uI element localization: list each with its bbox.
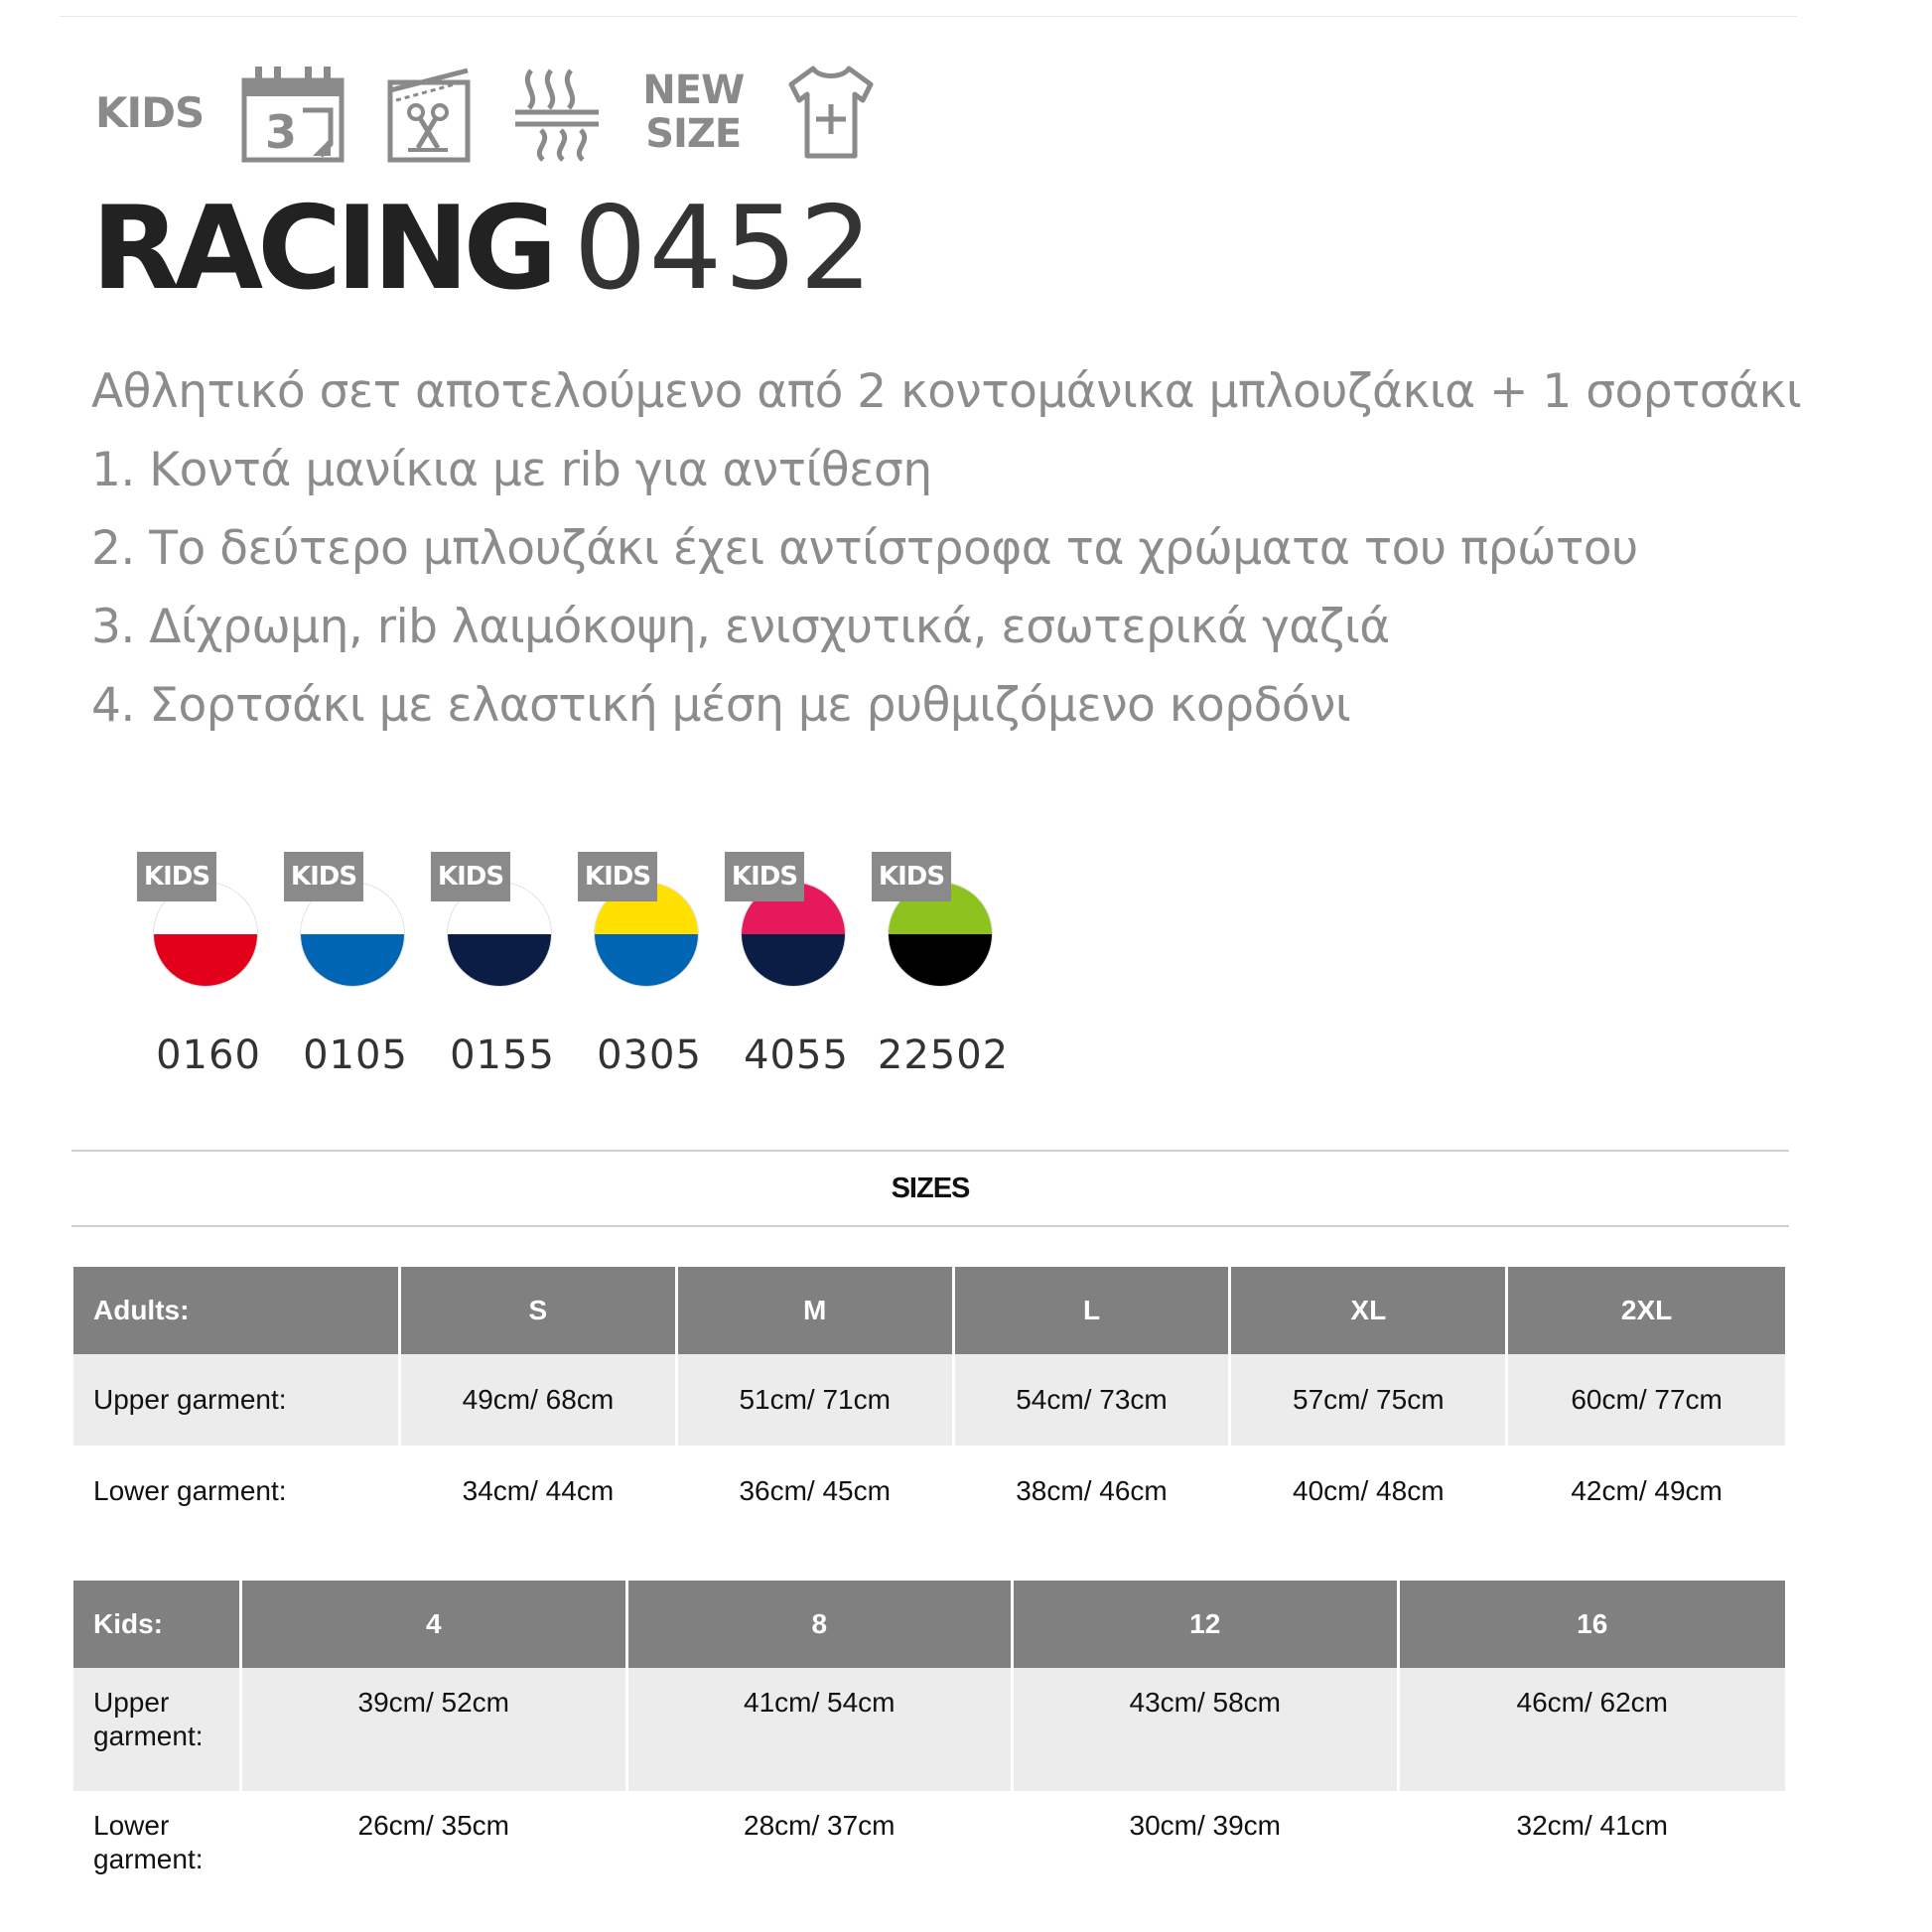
kids-tag: KIDS [431,852,510,901]
color-code: 0105 [303,1033,408,1078]
new-size-line1: NEW [642,68,745,113]
sizes-section-header [71,1150,1789,1227]
table-row [73,1446,1785,1537]
row-label: Upper garment: [73,1354,401,1446]
description-line: 1. Κοντά μανίκια με rib για αντίθεση [91,443,932,497]
table-cell: 38cm/ 46cm [955,1446,1232,1537]
description-line: 3. Δίχρωμη, rib λαιμόκοψη, ενισχυτικά, εσωτερικά γαζιά [91,600,1390,654]
tshirt-plus-icon [783,61,879,164]
table-cell: 30cm/ 39cm [1014,1791,1400,1914]
kids-size-table [73,1581,1785,1914]
product-description [91,352,1801,745]
description-line: 4. Σορτσάκι με ελαστική μέση με ρυθμιζόμενο κορδόνι [91,678,1351,733]
product-name: RACING [91,182,552,316]
description-line: 2. Το δεύτερο μπλουζάκι έχει αντίστροφα τα χρώματα του πρώτου [91,521,1638,576]
table-cell: 57cm/ 75cm [1231,1354,1508,1446]
table-cell: 42cm/ 49cm [1508,1446,1785,1537]
color-code: 4055 [744,1033,849,1078]
table-cell: 54cm/ 73cm [955,1354,1232,1446]
color-option[interactable] [278,852,425,1090]
row-label: Upper garment: [73,1668,242,1791]
kids-label: KIDS [95,87,205,137]
color-option[interactable] [719,852,866,1090]
swatch-bottom-half [889,934,992,986]
heat-wave-icon [511,61,603,164]
table-header-cell: L [955,1267,1232,1354]
table-header-cell: XL [1231,1267,1508,1354]
table-header-row [73,1581,1785,1668]
top-divider [60,16,1797,17]
row-label: Lower garment: [73,1791,242,1914]
kids-tag: KIDS [872,852,951,901]
table-header-cell: M [678,1267,955,1354]
swatch-bottom-half [595,934,698,986]
swatch-bottom-half [301,934,404,986]
table-cell: 41cm/ 54cm [628,1668,1015,1791]
table-cell: 32cm/ 41cm [1400,1791,1786,1914]
color-code: 0305 [597,1033,702,1078]
product-code: 0452 [573,182,875,316]
table-cell: 36cm/ 45cm [678,1446,955,1537]
table-cell: 39cm/ 52cm [242,1668,628,1791]
color-code: 0160 [156,1033,261,1078]
adults-size-table [73,1267,1785,1537]
kids-tag: KIDS [578,852,657,901]
table-cell: 40cm/ 48cm [1231,1446,1508,1537]
table-row [73,1354,1785,1446]
kids-tag: KIDS [725,852,804,901]
color-option[interactable] [572,852,719,1090]
kids-tag: KIDS [137,852,216,901]
table-header-cell: 2XL [1508,1267,1785,1354]
new-size-line2: SIZE [645,111,742,157]
product-title [91,182,875,316]
table-row [73,1668,1785,1791]
swatch-bottom-half [742,934,845,986]
color-code: 22502 [877,1033,1010,1078]
kids-tag: KIDS [284,852,363,901]
swatch-bottom-half [448,934,551,986]
table-cell: 51cm/ 71cm [678,1354,955,1446]
color-option[interactable] [131,852,278,1090]
sizes-title: SIZES [891,1173,970,1204]
table-header-cell: Kids: [73,1581,242,1668]
table-header-cell: 16 [1400,1581,1786,1668]
table-cell: 49cm/ 68cm [401,1354,678,1446]
color-code: 0155 [450,1033,555,1078]
color-options [131,852,1013,1090]
table-header-cell: Adults: [73,1267,401,1354]
three-year-warranty-icon [241,61,346,164]
table-header-cell: 12 [1014,1581,1400,1668]
swatch-bottom-half [154,934,257,986]
table-cell: 60cm/ 77cm [1508,1354,1785,1446]
description-line: Αθλητικό σετ αποτελούμενο από 2 κοντομάνικα μπλουζάκια + 1 σορτσάκι [91,364,1802,419]
table-cell: 43cm/ 58cm [1014,1668,1400,1791]
table-header-cell: S [401,1267,678,1354]
color-option[interactable] [866,852,1013,1090]
color-option[interactable] [425,852,572,1090]
table-cell: 34cm/ 44cm [401,1446,678,1537]
svg-text:3: 3 [265,105,298,159]
row-label: Lower garment: [73,1446,401,1537]
new-size-label [642,69,744,156]
table-header-cell: 4 [242,1581,628,1668]
table-header-cell: 8 [628,1581,1015,1668]
table-row [73,1791,1785,1914]
table-cell: 28cm/ 37cm [628,1791,1015,1914]
table-cell: 26cm/ 35cm [242,1791,628,1914]
table-cell: 46cm/ 62cm [1400,1668,1786,1791]
table-header-row [73,1267,1785,1354]
scissor-cutting-icon [386,61,472,164]
feature-icons-row [95,58,918,167]
